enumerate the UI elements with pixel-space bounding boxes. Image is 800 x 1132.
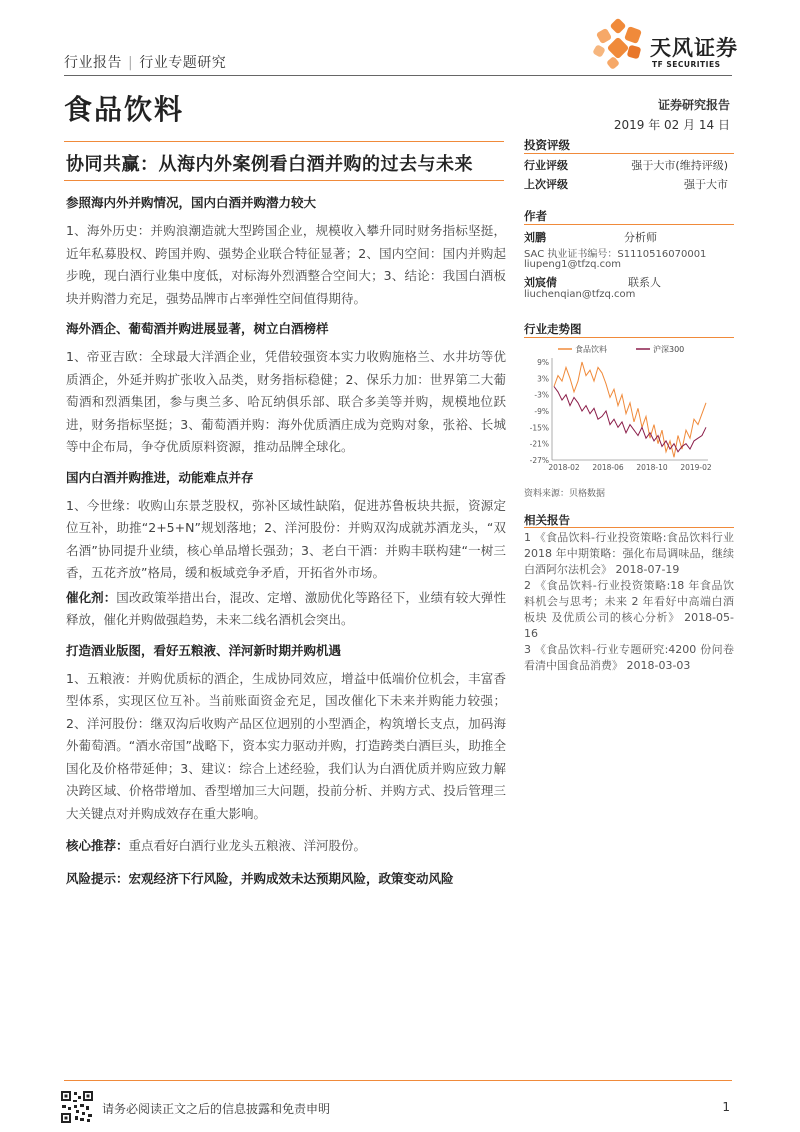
- catalyst-text: 国改政策举措出台，混改、定增、激励优化等路径下，业绩有较大弹性释放，催化并购做强趋势，未来二线名酒机会突出。: [66, 589, 506, 627]
- y-tick-label: -3%: [534, 390, 549, 400]
- trend-chart: [524, 340, 734, 480]
- category-separator: |: [128, 55, 134, 71]
- rating-value: 强于大市(维持评级): [631, 159, 728, 172]
- y-tick-label: -9%: [534, 407, 549, 416]
- section-paragraph: 1、五粮液：并购优质标的酒企，生成协同效应，增益中低端价位机会，丰富香型体系，实现区位互补。当前账面资金充足，国改催化下未来并购能力较强；2、洋河股份：继双沟后收购产品区位迥别的小型酒企，构筑增长支点，加码海外葡萄酒。“酒水帝国”战略下，资本实力驱动并购，打造跨类白酒巨头，助推全国化及价格带延伸；3、建议：综合上述经验，我们认为白酒优质并购应致力解决跨区域、价格带增加、香型增加三大问题，投前分析、并购方式、投后管理三大关键点对并购成效存在重大影响。: [66, 670, 506, 821]
- legend-label: 食品饮料: [575, 345, 607, 354]
- author-name: 刘鹏: [524, 231, 546, 244]
- y-tick-label: 9%: [537, 358, 549, 367]
- section-paragraph: 1、帝亚吉欧：全球最大洋酒企业，凭借较强资本实力收购施格兰、水井坊等优质酒企，外延并购扩张收入品类，财务指标稳健；2、保乐力加：世界第二大葡萄酒和烈酒集团，参与奥兰多、哈瓦纳俱乐部、联合多美等并购，规模地位跃进，财务指标坚挺；3、葡萄酒并购：海外优质酒庄成为竞购对象，张裕、长城等中企布局，争夺优质原料资源，推动品牌全球化。: [66, 349, 506, 454]
- logo-name-en: TF SECURITIES: [652, 60, 721, 69]
- rating-row: [524, 176, 728, 192]
- x-tick-label: 2018-02: [548, 463, 580, 472]
- section-paragraph: 1、海外历史：并购浪潮造就大型跨国企业，规模收入攀升同时财务指标坚挺，近年私募股权、跨国并购、强势企业联合特征显著；2、国内空间：国内并购起步晚，现白酒行业集中度低，对标海外烈酒整合空间大；3、结论：我国白酒板块并购潜力充足，强势品牌市占率弹性空间值得期待。: [66, 223, 506, 306]
- x-tick-label: 2018-10: [636, 463, 668, 472]
- title-bottom-divider: [64, 180, 504, 181]
- author-email: liuchenqian@tfzq.com: [524, 289, 636, 300]
- y-tick-label: -27%: [529, 456, 549, 465]
- rating-row: [524, 157, 728, 173]
- main-content: [66, 194, 506, 900]
- rating-label: 行业评级: [524, 159, 568, 172]
- rating-divider: [524, 153, 734, 154]
- recommendation-text: 重点看好白酒行业龙头五粮液、洋河股份。: [128, 838, 367, 853]
- y-tick-label: -21%: [529, 439, 549, 449]
- author-row: [524, 229, 728, 245]
- related-heading: 相关报告: [524, 513, 570, 527]
- qr-code-icon: [60, 1090, 94, 1124]
- series-line: [554, 362, 706, 457]
- chart-heading: 行业走势图: [524, 322, 582, 336]
- report-category: [64, 52, 226, 72]
- author-row: [524, 274, 728, 290]
- company-logo: [590, 18, 750, 74]
- section-2: [66, 320, 506, 459]
- author-name: 刘宸倩: [524, 276, 557, 289]
- report-title: 协同共赢：从海内外案例看白酒并购的过去与未来: [66, 154, 473, 175]
- x-tick-label: 2018-06: [592, 463, 624, 472]
- trend-chart-svg: [524, 340, 734, 480]
- section-heading: 参照海内外并购情况，国内白酒并购潜力较大: [66, 195, 317, 210]
- chart-source: 资料来源：贝格数据: [524, 489, 606, 499]
- header-divider: [64, 75, 732, 76]
- section-4: [66, 642, 506, 826]
- disclaimer-link[interactable]: 请务必阅读正文之后的信息披露和免责申明: [102, 1102, 331, 1116]
- page-number: 1: [722, 1100, 730, 1114]
- section-heading: 国内白酒并购推进，动能难点并存: [66, 469, 254, 485]
- category-label: 行业报告: [64, 55, 122, 71]
- authors-heading: 作者: [524, 209, 547, 223]
- rating-label: 上次评级: [524, 178, 568, 191]
- y-tick-label: -15%: [529, 423, 549, 433]
- related-report-link[interactable]: 2 《食品饮料-行业投资策略:18 年食品饮料机会与思考；未来 2 年看好中高端白酒板块 及优质公司的核心分析》 2018-05-16: [524, 579, 734, 640]
- y-tick-label: 3%: [537, 374, 549, 384]
- report-date: 2019 年 02 月 14 日: [613, 118, 730, 132]
- section-3: [66, 469, 506, 632]
- related-list: [524, 530, 734, 674]
- x-tick-label: 2019-02: [680, 463, 712, 472]
- section-heading: 打造酒业版图，看好五粮液、洋河新时期并购机遇: [66, 642, 342, 658]
- sector-title: 食品饮料: [64, 93, 185, 126]
- risk-lead: 风险提示：: [66, 870, 129, 886]
- logo-mark-icon: [590, 18, 646, 74]
- recommendation: [66, 835, 506, 858]
- author-email: liupeng1@tfzq.com: [524, 259, 622, 270]
- author-role: 联系人: [628, 276, 661, 289]
- risk-warning: [66, 868, 506, 891]
- legend-label: 沪深300: [653, 345, 685, 354]
- authors-divider: [524, 224, 734, 225]
- related-report-link[interactable]: 3 《食品饮料-行业专题研究:4200 份问卷看清中国食品消费》 2018-03-03: [524, 643, 734, 672]
- section-paragraph: 1、今世缘：收购山东景芝股权，弥补区域性缺陷，促进苏鲁板块共振，资源定位互补，助推“2+5+N”规划落地；2、洋河股份：并购双沟成就苏酒龙头，“双名酒”协同提升业绩，核心单品增长强劲；3、老白干酒：并购丰联构建“一树三香，五花齐放”格局，缓和板域竞争矛盾，开拓省外市场。: [66, 497, 506, 580]
- author-role: 分析师: [624, 231, 657, 244]
- report-type: 证券研究报告: [657, 98, 730, 112]
- footer-divider: [64, 1080, 732, 1081]
- catalyst-lead: 催化剂：: [66, 589, 117, 605]
- title-top-divider: [64, 141, 504, 142]
- related-divider: [524, 527, 734, 528]
- rating-heading: 投资评级: [524, 138, 570, 152]
- section-1: [66, 194, 506, 310]
- recommendation-lead: 核心推荐：: [66, 838, 129, 853]
- author-cert: SAC 执业证书编号：S1110516070001: [524, 249, 707, 260]
- subcategory-label: 行业专题研究: [139, 55, 227, 71]
- logo-name: 天风证券: [650, 36, 738, 60]
- chart-divider: [524, 337, 734, 338]
- section-heading: 海外酒企、葡萄酒并购进展显著，树立白酒榜样: [66, 321, 329, 336]
- risk-text: 宏观经济下行风险，并购成效未达预期风险，政策变动风险: [128, 870, 454, 886]
- catalyst-paragraph: [66, 587, 506, 632]
- related-report-link[interactable]: 1 《食品饮料-行业投资策略:食品饮料行业 2018 年中期策略：强化布局调味品，继续白酒阿尔法机会》 2018-07-19: [524, 531, 734, 576]
- rating-value: 强于大市: [684, 178, 728, 191]
